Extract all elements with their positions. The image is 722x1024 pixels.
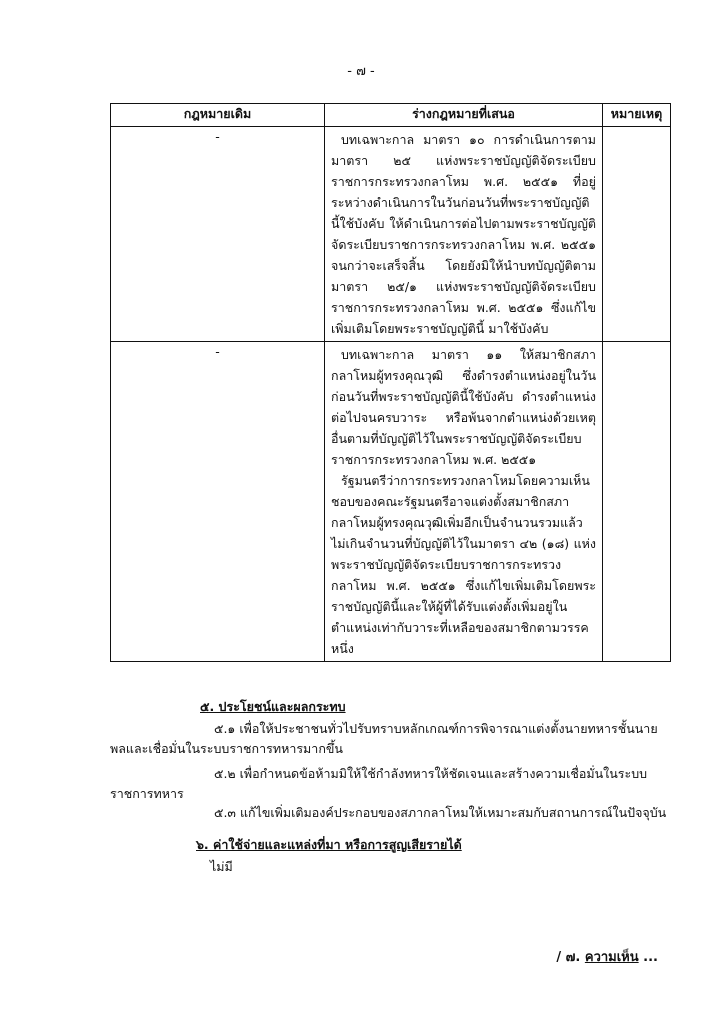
next-page-prefix: / ๗. [556,950,581,965]
proposed-law-cell [325,127,603,342]
header-proposed-law: ร่างกฎหมายที่เสนอ [325,104,603,127]
remarks-cell [603,127,671,342]
next-page-reference [556,946,658,967]
comparison-table [110,103,671,662]
section5-item: ๕.๒ เพื่อกำหนดข้อห้ามมิให้ใช้กำลังทหารให้ชัดเจนและสร้างความเชื่อมั่นในระบบราชการทหาร [110,766,648,801]
proposed-law-cell [325,342,603,662]
table-header-row [111,104,671,127]
section5-item: ๕.๑ เพื่อให้ประชาชนทั่วไปรับทราบหลักเกณฑ์การพิจารณาแต่งตั้งนายทหารชั้นนายพลและเชื่อมั่นในระบบราชการทหารมากขึ้น [110,721,658,756]
section5-item: ๕.๓ แก้ไขเพิ่มเติมองค์ประกอบของสภากลาโหมให้เหมาะสมกับสถานการณ์ในปัจจุบัน [214,805,667,820]
provision-paragraph: บทเฉพาะกาล มาตรา ๑๐ การดำเนินการตามมาตรา ๒๕ แห่งพระราชบัญญัติจัดระเบียบราชการกระทรวงกลาโหม พ.ศ. ๒๕๕๑ ที่อยู่ระหว่างดำเนินการในวันก่อนวันที่พระราชบัญญัตินี้ใช้บังคับ ให้ดำเนินการต่อไปตามพระราชบัญญัติจัดระเบียบราชการกระทรวงกลาโหม พ.ศ. ๒๕๕๑ จนกว่าจะเสร็จสิ้น โดยยังมิให้นำบทบัญญัติตามมาตรา ๒๕/๑ แห่งพระราชบัญญัติจัดระเบียบราชการกระทรวงกลาโหม พ.ศ. ๒๕๕๑ ซึ่งแก้ไขเพิ่มเติมโดยพระราชบัญญัตินี้ มาใช้บังคับ [331,132,596,336]
header-old-law: กฎหมายเดิม [111,104,325,127]
next-page-label: ความเห็น [584,950,639,965]
header-remarks: หมายเหตุ [603,104,671,127]
remarks-cell [603,342,671,662]
provision-paragraph: รัฐมนตรีว่าการกระทรวงกลาโหมโดยความเห็นชอบของคณะรัฐมนตรีอาจแต่งตั้งสมาชิกสภากลาโหมผู้ทรงคุณวุฒิเพิ่มอีกเป็นจำนวนรวมแล้วไม่เกินจำนวนที่บัญญัติไว้ในมาตรา ๔๒ (๑๘) แห่งพระราชบัญญัติจัดระเบียบราชการกระทรวงกลาโหม พ.ศ. ๒๕๕๑ ซึ่งแก้ไขเพิ่มเติมโดยพระราชบัญญัตินี้และให้ผู้ที่ได้รับแต่งตั้งเพิ่มอยู่ในตำแหน่งเท่ากับวาระที่เหลือของสมาชิกตามวรรคหนึ่ง [331,473,596,656]
old-law-cell: - [111,342,325,662]
next-page-ellipsis: ... [643,950,658,965]
table-row [111,127,671,342]
section6-body: ไม่มี [210,859,233,874]
section5-heading: ๕. ประโยชน์และผลกระทบ [200,699,346,714]
page-number: - ๗ - [347,64,375,79]
old-law-cell: - [111,127,325,342]
provision-paragraph: บทเฉพาะกาล มาตรา ๑๑ ให้สมาชิกสภากลาโหมผู้ทรงคุณวุฒิ ซึ่งดำรงตำแหน่งอยู่ในวันก่อนวันที่พระราชบัญญัตินี้ใช้บังคับ ดำรงตำแหน่งต่อไปจนครบวาระ หรือพ้นจากตำแหน่งด้วยเหตุอื่นตามที่บัญญัติไว้ในพระราชบัญญัติจัดระเบียบราชการกระทรวงกลาโหม พ.ศ. ๒๕๕๑ [331,347,596,467]
section6-heading: ๖. ค่าใช้จ่ายและแหล่งที่มา หรือการสูญเสียรายได้ [196,837,462,852]
table-row [111,342,671,662]
